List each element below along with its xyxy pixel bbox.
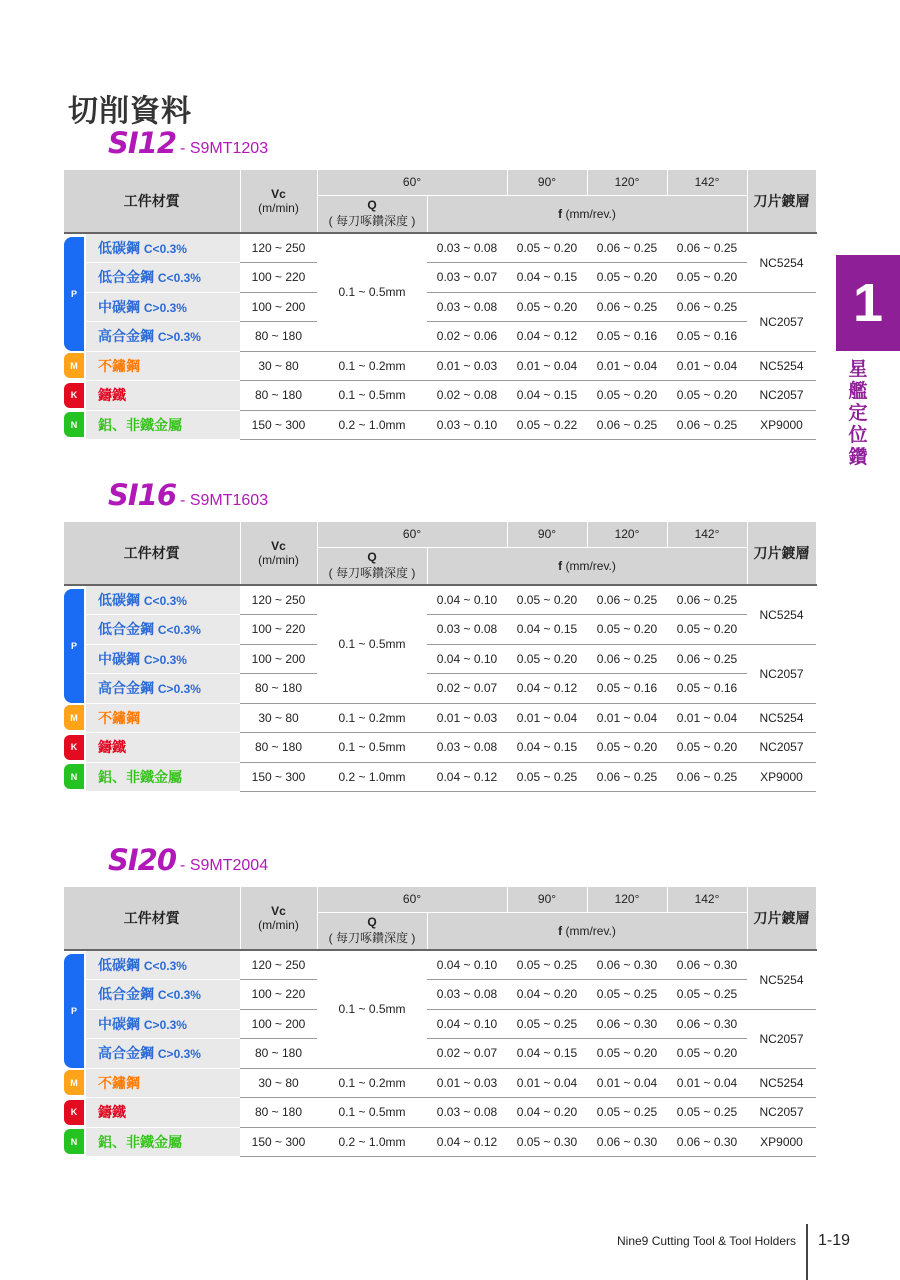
f-value: 0.05 ~ 0.25 xyxy=(667,1098,747,1128)
group-badge-k: K xyxy=(64,735,84,760)
material-low-carbon xyxy=(86,585,240,615)
group-badge-p: P xyxy=(64,954,84,1068)
section-model: SI20 xyxy=(108,843,177,877)
f-value: 0.04 ~ 0.10 xyxy=(427,585,507,615)
table-row xyxy=(64,980,816,1010)
header-f-label: f xyxy=(558,558,563,573)
header-f-label: f xyxy=(558,206,563,221)
f-value: 0.05 ~ 0.16 xyxy=(667,674,747,704)
table-row xyxy=(64,703,816,733)
group-badge-n: N xyxy=(64,412,84,437)
q-value: 0.2 ~ 1.0mm xyxy=(317,410,427,440)
f-value: 0.05 ~ 0.20 xyxy=(507,292,587,322)
header-material: 工件材質 xyxy=(64,170,240,233)
header-vc xyxy=(240,170,317,233)
header-vc xyxy=(240,887,317,950)
table-row xyxy=(64,381,816,411)
material-cast-iron: 鑄鐵 xyxy=(86,381,240,411)
header-angle-60: 60° xyxy=(317,170,507,195)
table-row xyxy=(64,950,816,980)
group-tag-cell xyxy=(64,233,86,351)
header-vc-unit: (m/min) xyxy=(258,918,299,932)
carbon-content: C<0.3% xyxy=(157,623,201,638)
f-value: 0.05 ~ 0.25 xyxy=(507,762,587,792)
header-material: 工件材質 xyxy=(64,522,240,585)
page-title: 切削資料 xyxy=(68,94,192,129)
header-vc-label: Vc xyxy=(271,539,286,553)
f-value: 0.01 ~ 0.04 xyxy=(587,351,667,381)
material-mid-carbon xyxy=(86,644,240,674)
section-heading xyxy=(108,126,268,166)
carbon-content: C<0.3% xyxy=(157,988,201,1003)
group-badge-n: N xyxy=(64,764,84,789)
section-code: - S9MT1203 xyxy=(180,140,269,157)
f-value: 0.04 ~ 0.12 xyxy=(427,762,507,792)
table-row xyxy=(64,322,816,352)
coating-value: NC2057 xyxy=(747,1098,816,1128)
table-row xyxy=(64,762,816,792)
coating-value: NC2057 xyxy=(747,292,816,351)
chapter-tab: 1 xyxy=(836,255,900,351)
carbon-content: C<0.3% xyxy=(143,594,187,608)
vc-value: 80 ~ 180 xyxy=(240,1039,317,1069)
vc-value: 80 ~ 180 xyxy=(240,674,317,704)
f-value: 0.06 ~ 0.30 xyxy=(667,950,747,980)
f-value: 0.06 ~ 0.30 xyxy=(587,1009,667,1039)
group-badge-k: K xyxy=(64,383,84,408)
coating-value: XP9000 xyxy=(747,1127,816,1157)
material-low-alloy xyxy=(86,263,240,293)
section-model: SI16 xyxy=(108,478,177,512)
f-value: 0.05 ~ 0.25 xyxy=(507,950,587,980)
material-name: 中碳鋼 xyxy=(98,650,140,667)
f-value: 0.06 ~ 0.25 xyxy=(587,410,667,440)
header-f xyxy=(427,912,747,950)
f-value: 0.06 ~ 0.25 xyxy=(587,292,667,322)
f-value: 0.05 ~ 0.20 xyxy=(587,615,667,645)
f-value: 0.04 ~ 0.15 xyxy=(507,615,587,645)
material-stainless: 不鏽鋼 xyxy=(86,703,240,733)
vc-value: 150 ~ 300 xyxy=(240,410,317,440)
header-coating: 刀片鍍層 xyxy=(747,887,816,950)
material-low-carbon xyxy=(86,950,240,980)
group-badge-n: N xyxy=(64,1129,84,1154)
header-f-unit: (mm/rev.) xyxy=(565,558,616,573)
table-row xyxy=(64,1009,816,1039)
table-row xyxy=(64,233,816,263)
vc-value: 150 ~ 300 xyxy=(240,762,317,792)
f-value: 0.05 ~ 0.20 xyxy=(507,585,587,615)
header-vc-label: Vc xyxy=(271,187,286,201)
table-row xyxy=(64,351,816,381)
f-value: 0.01 ~ 0.03 xyxy=(427,703,507,733)
coating-value: NC5254 xyxy=(747,1068,816,1098)
vc-value: 100 ~ 220 xyxy=(240,263,317,293)
carbon-content: C>0.3% xyxy=(157,1047,201,1062)
f-value: 0.03 ~ 0.08 xyxy=(427,615,507,645)
header-angle-60: 60° xyxy=(317,887,507,912)
material-aluminum: 鋁、非鐵金屬 xyxy=(86,410,240,440)
f-value: 0.06 ~ 0.30 xyxy=(587,1127,667,1157)
material-high-alloy xyxy=(86,322,240,352)
header-angle-142: 142° xyxy=(667,887,747,912)
f-value: 0.04 ~ 0.10 xyxy=(427,950,507,980)
f-value: 0.05 ~ 0.16 xyxy=(667,322,747,352)
header-angle-120: 120° xyxy=(587,887,667,912)
group-badge-p: P xyxy=(64,237,84,351)
table-row xyxy=(64,1039,816,1069)
material-name: 中碳鋼 xyxy=(98,1015,140,1032)
header-q-label: Q xyxy=(367,915,377,930)
header-vc-unit: (m/min) xyxy=(258,201,299,215)
f-value: 0.06 ~ 0.25 xyxy=(667,762,747,792)
carbon-content: C<0.3% xyxy=(143,959,187,973)
material-name: 低碳鋼 xyxy=(98,957,140,973)
material-aluminum: 鋁、非鐵金屬 xyxy=(86,762,240,792)
coating-value: NC5254 xyxy=(747,233,816,292)
q-value: 0.1 ~ 0.2mm xyxy=(317,351,427,381)
material-name: 低碳鋼 xyxy=(98,592,140,608)
coating-value: NC5254 xyxy=(747,703,816,733)
carbon-content: C>0.3% xyxy=(143,1017,187,1032)
section-code: - S9MT2004 xyxy=(180,857,269,874)
f-value: 0.05 ~ 0.30 xyxy=(507,1127,587,1157)
vc-value: 100 ~ 200 xyxy=(240,644,317,674)
f-value: 0.03 ~ 0.07 xyxy=(427,263,507,293)
vc-value: 80 ~ 180 xyxy=(240,733,317,763)
header-angle-90: 90° xyxy=(507,887,587,912)
header-coating: 刀片鍍層 xyxy=(747,522,816,585)
material-mid-carbon xyxy=(86,1009,240,1039)
material-name: 中碳鋼 xyxy=(98,298,140,315)
header-angle-120: 120° xyxy=(587,170,667,195)
q-value: 0.1 ~ 0.2mm xyxy=(317,1068,427,1098)
header-vc xyxy=(240,522,317,585)
q-value: 0.2 ~ 1.0mm xyxy=(317,1127,427,1157)
f-value: 0.06 ~ 0.25 xyxy=(667,585,747,615)
f-value: 0.03 ~ 0.08 xyxy=(427,733,507,763)
f-value: 0.03 ~ 0.08 xyxy=(427,233,507,263)
f-value: 0.06 ~ 0.25 xyxy=(667,410,747,440)
header-angle-90: 90° xyxy=(507,522,587,547)
q-value: 0.2 ~ 1.0mm xyxy=(317,762,427,792)
group-badge-m: M xyxy=(64,705,84,730)
cutting-data-section xyxy=(64,843,816,1157)
f-value: 0.06 ~ 0.25 xyxy=(587,585,667,615)
f-value: 0.01 ~ 0.04 xyxy=(667,1068,747,1098)
f-value: 0.04 ~ 0.12 xyxy=(427,1127,507,1157)
f-value: 0.06 ~ 0.25 xyxy=(667,233,747,263)
header-angle-90: 90° xyxy=(507,170,587,195)
f-value: 0.01 ~ 0.04 xyxy=(667,351,747,381)
f-value: 0.01 ~ 0.03 xyxy=(427,351,507,381)
header-q-label: Q xyxy=(367,198,377,213)
table-row xyxy=(64,1098,816,1128)
material-stainless: 不鏽鋼 xyxy=(86,351,240,381)
header-angle-142: 142° xyxy=(667,170,747,195)
header-material: 工件材質 xyxy=(64,887,240,950)
material-low-carbon xyxy=(86,233,240,263)
table-row xyxy=(64,644,816,674)
f-value: 0.05 ~ 0.25 xyxy=(507,1009,587,1039)
material-mid-carbon xyxy=(86,292,240,322)
group-tag-cell xyxy=(64,762,86,792)
cutting-data-table xyxy=(64,887,817,1157)
coating-value: NC2057 xyxy=(747,644,816,703)
f-value: 0.05 ~ 0.20 xyxy=(587,733,667,763)
f-value: 0.03 ~ 0.08 xyxy=(427,292,507,322)
f-value: 0.04 ~ 0.15 xyxy=(507,1039,587,1069)
coating-value: NC2057 xyxy=(747,381,816,411)
material-name: 低合金鋼 xyxy=(98,269,154,286)
vc-value: 120 ~ 250 xyxy=(240,950,317,980)
f-value: 0.01 ~ 0.04 xyxy=(667,703,747,733)
q-value: 0.1 ~ 0.5mm xyxy=(317,733,427,763)
material-name: 高合金鋼 xyxy=(98,328,154,345)
vc-value: 100 ~ 200 xyxy=(240,1009,317,1039)
coating-value: NC2057 xyxy=(747,1009,816,1068)
f-value: 0.06 ~ 0.30 xyxy=(587,950,667,980)
f-value: 0.05 ~ 0.25 xyxy=(667,980,747,1010)
material-name: 低合金鋼 xyxy=(98,986,154,1003)
header-q xyxy=(317,547,427,585)
f-value: 0.01 ~ 0.04 xyxy=(507,1068,587,1098)
f-value: 0.06 ~ 0.25 xyxy=(587,644,667,674)
f-value: 0.05 ~ 0.16 xyxy=(587,322,667,352)
header-f-label: f xyxy=(558,923,563,938)
f-value: 0.06 ~ 0.30 xyxy=(667,1127,747,1157)
table-row xyxy=(64,263,816,293)
material-low-alloy xyxy=(86,980,240,1010)
table-row xyxy=(64,674,816,704)
cutting-data-section xyxy=(64,126,816,440)
material-aluminum: 鋁、非鐵金屬 xyxy=(86,1127,240,1157)
material-low-alloy xyxy=(86,615,240,645)
f-value: 0.05 ~ 0.20 xyxy=(507,644,587,674)
header-angle-120: 120° xyxy=(587,522,667,547)
header-q-desc: ( 每刀啄鑽深度 ) xyxy=(328,566,416,581)
header-vc-unit: (m/min) xyxy=(258,553,299,567)
header-f-unit: (mm/rev.) xyxy=(565,923,616,938)
group-badge-m: M xyxy=(64,353,84,378)
f-value: 0.05 ~ 0.22 xyxy=(507,410,587,440)
f-value: 0.02 ~ 0.07 xyxy=(427,674,507,704)
vc-value: 100 ~ 220 xyxy=(240,615,317,645)
header-q-desc: ( 每刀啄鑽深度 ) xyxy=(328,931,416,946)
f-value: 0.05 ~ 0.20 xyxy=(667,733,747,763)
q-value: 0.1 ~ 0.5mm xyxy=(317,1098,427,1128)
group-badge-k: K xyxy=(64,1100,84,1125)
page-number: 1-19 xyxy=(818,1232,851,1249)
coating-value: NC5254 xyxy=(747,950,816,1009)
f-value: 0.04 ~ 0.12 xyxy=(507,674,587,704)
coating-value: NC5254 xyxy=(747,585,816,644)
f-value: 0.04 ~ 0.12 xyxy=(507,322,587,352)
group-tag-cell xyxy=(64,703,86,733)
vc-value: 80 ~ 180 xyxy=(240,1098,317,1128)
f-value: 0.03 ~ 0.08 xyxy=(427,1098,507,1128)
f-value: 0.04 ~ 0.10 xyxy=(427,1009,507,1039)
f-value: 0.04 ~ 0.15 xyxy=(507,381,587,411)
material-name: 高合金鋼 xyxy=(98,1045,154,1062)
footer-text: Nine9 Cutting Tool & Tool Holders xyxy=(617,1234,796,1248)
vc-value: 100 ~ 200 xyxy=(240,292,317,322)
table-row xyxy=(64,733,816,763)
material-cast-iron: 鑄鐵 xyxy=(86,1098,240,1128)
table-row xyxy=(64,1068,816,1098)
q-value: 0.1 ~ 0.5mm xyxy=(317,950,427,1068)
header-q-label: Q xyxy=(367,550,377,565)
carbon-content: C<0.3% xyxy=(157,271,201,286)
f-value: 0.02 ~ 0.07 xyxy=(427,1039,507,1069)
material-cast-iron: 鑄鐵 xyxy=(86,733,240,763)
f-value: 0.02 ~ 0.08 xyxy=(427,381,507,411)
carbon-content: C>0.3% xyxy=(157,682,201,697)
f-value: 0.02 ~ 0.06 xyxy=(427,322,507,352)
vc-value: 30 ~ 80 xyxy=(240,351,317,381)
f-value: 0.04 ~ 0.10 xyxy=(427,644,507,674)
vc-value: 100 ~ 220 xyxy=(240,980,317,1010)
header-coating: 刀片鍍層 xyxy=(747,170,816,233)
section-code: - S9MT1603 xyxy=(180,492,269,509)
table-row xyxy=(64,615,816,645)
vc-value: 120 ~ 250 xyxy=(240,585,317,615)
section-model: SI12 xyxy=(108,126,177,160)
header-q xyxy=(317,195,427,233)
group-badge-m: M xyxy=(64,1070,84,1095)
coating-value: NC2057 xyxy=(747,733,816,763)
coating-value: XP9000 xyxy=(747,762,816,792)
f-value: 0.01 ~ 0.04 xyxy=(587,703,667,733)
f-value: 0.01 ~ 0.04 xyxy=(587,1068,667,1098)
q-value: 0.1 ~ 0.5mm xyxy=(317,585,427,703)
q-value: 0.1 ~ 0.5mm xyxy=(317,381,427,411)
vc-value: 30 ~ 80 xyxy=(240,1068,317,1098)
group-badge-p: P xyxy=(64,589,84,703)
carbon-content: C<0.3% xyxy=(143,242,187,256)
f-value: 0.05 ~ 0.16 xyxy=(587,674,667,704)
cutting-data-table xyxy=(64,170,817,440)
q-value: 0.1 ~ 0.2mm xyxy=(317,703,427,733)
f-value: 0.05 ~ 0.20 xyxy=(587,263,667,293)
material-name: 低合金鋼 xyxy=(98,621,154,638)
section-heading xyxy=(108,843,268,883)
f-value: 0.04 ~ 0.20 xyxy=(507,1098,587,1128)
material-high-alloy xyxy=(86,674,240,704)
f-value: 0.05 ~ 0.20 xyxy=(667,1039,747,1069)
footer-divider xyxy=(806,1224,808,1280)
header-f-unit: (mm/rev.) xyxy=(565,206,616,221)
cutting-data-table xyxy=(64,522,817,792)
f-value: 0.04 ~ 0.15 xyxy=(507,263,587,293)
group-tag-cell xyxy=(64,381,86,411)
group-tag-cell xyxy=(64,410,86,440)
f-value: 0.05 ~ 0.25 xyxy=(587,980,667,1010)
f-value: 0.04 ~ 0.15 xyxy=(507,733,587,763)
f-value: 0.05 ~ 0.20 xyxy=(507,233,587,263)
section-heading xyxy=(108,478,268,518)
f-value: 0.06 ~ 0.25 xyxy=(667,292,747,322)
f-value: 0.06 ~ 0.25 xyxy=(587,233,667,263)
material-name: 低碳鋼 xyxy=(98,240,140,256)
f-value: 0.01 ~ 0.04 xyxy=(507,351,587,381)
f-value: 0.04 ~ 0.20 xyxy=(507,980,587,1010)
carbon-content: C>0.3% xyxy=(143,300,187,315)
table-row xyxy=(64,410,816,440)
vc-value: 150 ~ 300 xyxy=(240,1127,317,1157)
f-value: 0.06 ~ 0.25 xyxy=(587,762,667,792)
header-angle-60: 60° xyxy=(317,522,507,547)
f-value: 0.01 ~ 0.03 xyxy=(427,1068,507,1098)
header-q-desc: ( 每刀啄鑽深度 ) xyxy=(328,214,416,229)
coating-value: XP9000 xyxy=(747,410,816,440)
f-value: 0.03 ~ 0.10 xyxy=(427,410,507,440)
f-value: 0.05 ~ 0.20 xyxy=(667,263,747,293)
f-value: 0.05 ~ 0.20 xyxy=(587,1039,667,1069)
header-angle-142: 142° xyxy=(667,522,747,547)
group-tag-cell xyxy=(64,950,86,1068)
table-row xyxy=(64,292,816,322)
header-q xyxy=(317,912,427,950)
f-value: 0.05 ~ 0.20 xyxy=(667,615,747,645)
header-f xyxy=(427,547,747,585)
chapter-label: 星艦定位鑽 xyxy=(848,358,868,468)
vc-value: 80 ~ 180 xyxy=(240,322,317,352)
material-high-alloy xyxy=(86,1039,240,1069)
vc-value: 30 ~ 80 xyxy=(240,703,317,733)
header-vc-label: Vc xyxy=(271,904,286,918)
f-value: 0.03 ~ 0.08 xyxy=(427,980,507,1010)
header-f xyxy=(427,195,747,233)
vc-value: 120 ~ 250 xyxy=(240,233,317,263)
carbon-content: C>0.3% xyxy=(157,330,201,345)
table-row xyxy=(64,585,816,615)
f-value: 0.05 ~ 0.25 xyxy=(587,1098,667,1128)
f-value: 0.06 ~ 0.30 xyxy=(667,1009,747,1039)
f-value: 0.06 ~ 0.25 xyxy=(667,644,747,674)
f-value: 0.05 ~ 0.20 xyxy=(587,381,667,411)
group-tag-cell xyxy=(64,1098,86,1128)
q-value: 0.1 ~ 0.5mm xyxy=(317,233,427,351)
f-value: 0.01 ~ 0.04 xyxy=(507,703,587,733)
group-tag-cell xyxy=(64,351,86,381)
f-value: 0.05 ~ 0.20 xyxy=(667,381,747,411)
cutting-data-section xyxy=(64,478,816,792)
material-stainless: 不鏽鋼 xyxy=(86,1068,240,1098)
group-tag-cell xyxy=(64,1127,86,1157)
carbon-content: C>0.3% xyxy=(143,652,187,667)
vc-value: 80 ~ 180 xyxy=(240,381,317,411)
group-tag-cell xyxy=(64,733,86,763)
group-tag-cell xyxy=(64,1068,86,1098)
material-name: 高合金鋼 xyxy=(98,680,154,697)
group-tag-cell xyxy=(64,585,86,703)
table-row xyxy=(64,1127,816,1157)
coating-value: NC5254 xyxy=(747,351,816,381)
